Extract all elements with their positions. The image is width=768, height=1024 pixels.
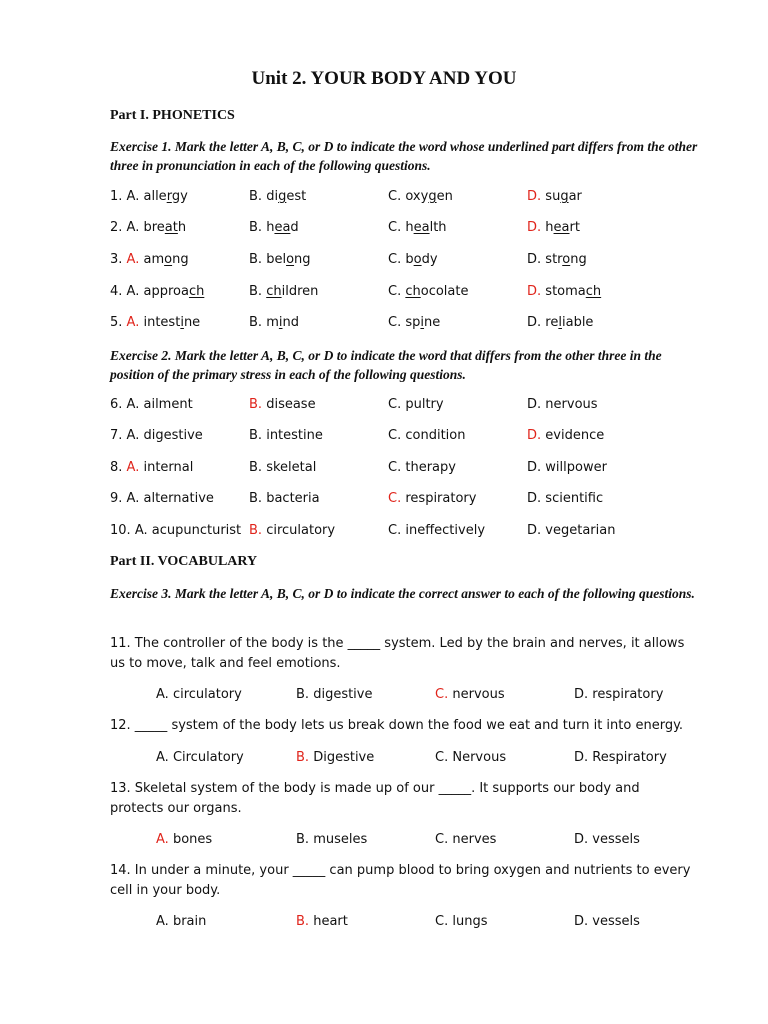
question-row [0,313,768,333]
option-word: ailment [143,397,193,412]
option-word: chocolate [405,284,469,299]
option-word: scientific [545,491,604,506]
q2-option-a [110,218,186,238]
q4-option-c [388,282,468,302]
option-word: evidence [545,428,605,443]
option-letter: D. [574,914,589,929]
option-letter: B. [249,460,263,475]
option-letter: D. [574,687,589,702]
option-letter: D. [527,252,542,267]
option-word: breath [143,220,187,235]
option-letter: C. [435,750,449,765]
option-word: allergy [143,189,188,204]
option-word: skeletal [266,460,317,475]
option-word: health [405,220,447,235]
option-letter: B. [249,189,263,204]
option-word: circulatory [266,523,336,538]
option-word: Digestive [313,750,375,765]
q1-option-a [110,187,188,207]
option-word: museles [313,832,368,847]
option-letter: B. [249,491,263,506]
option-word: sugar [545,189,582,204]
exercise-1-instruction: Exercise 1. Mark the letter A, B, C, or D to indicate the word whose underlined part differs from the other three in pronunciation in each of the following questions. [110,139,698,173]
q12-option-a [156,748,244,768]
option-word: disease [266,397,316,412]
option-word: head [266,220,299,235]
option-word: mind [266,315,299,330]
option-word: belong [266,252,311,267]
option-letter: A. [126,252,140,267]
option-word: Nervous [452,750,507,765]
question-number: 9. [110,491,127,506]
option-word: intestine [143,315,201,330]
option-letter: C. [388,397,402,412]
q4-option-b [249,282,318,302]
option-letter: D. [527,315,542,330]
option-letter: C. [435,832,449,847]
option-word: bacteria [266,491,320,506]
question-row [0,458,768,478]
q8-option-b [249,458,316,478]
q4-option-d [527,282,601,302]
q5-option-b [249,313,299,333]
option-letter: B. [296,914,310,929]
option-letter: D. [527,460,542,475]
option-word: heart [313,914,348,929]
option-word: approach [143,284,205,299]
q7-option-c [388,426,465,446]
q14-option-b [296,912,348,932]
q1-option-b [249,187,306,207]
q1-option-c [388,187,453,207]
q3-option-b [249,250,311,270]
option-letter: B. [249,284,263,299]
question-row [0,489,768,509]
option-word: intestine [266,428,323,443]
question-number: 8. [110,460,127,475]
option-word: oxygen [405,189,453,204]
q10-option-c [388,521,485,541]
q12-option-c [435,748,506,768]
q14-option-a [156,912,206,932]
option-letter: A. [126,491,140,506]
q8-option-d [527,458,607,478]
option-letter: C. [388,252,402,267]
option-letter: C. [435,687,449,702]
q2-option-b [249,218,299,238]
option-letter: A. [126,397,140,412]
vocab-question-text: 14. In under a minute, your _____ can pump blood to bring oxygen and nutrients to every cell in your body. [110,863,691,898]
option-word: children [266,284,319,299]
q3-option-c [388,250,438,270]
q9-option-d [527,489,603,509]
question-number: 6. [110,397,127,412]
option-letter: B. [249,428,263,443]
option-letter: B. [249,523,263,538]
option-letter: D. [527,189,542,204]
option-letter: A. [156,750,169,765]
option-word: alternative [143,491,214,506]
option-letter: D. [574,750,589,765]
option-letter: A. [126,428,140,443]
q7-option-b [249,426,323,446]
option-letter: C. [388,220,402,235]
exercise-2-instruction: Exercise 2. Mark the letter A, B, C, or D to indicate the word that differs from the other three in the position of the primary stress in each of the following questions. [110,348,662,382]
question-number: 2. [110,220,127,235]
q11-option-c [435,685,505,705]
option-letter: D. [527,491,542,506]
page-title: Unit 2. YOUR BODY AND YOU [251,68,517,89]
q11-option-a [156,685,242,705]
q14-option-c [435,912,487,932]
option-word: strong [545,252,587,267]
option-letter: A. [156,914,169,929]
question-number: 3. [110,252,127,267]
q8-option-c [388,458,456,478]
q7-option-a [110,426,203,446]
option-word: heart [545,220,580,235]
q13-option-c [435,830,496,850]
option-word: brain [172,914,207,929]
option-word: among [143,252,189,267]
option-letter: A. [126,315,140,330]
option-word: digest [266,189,307,204]
option-letter: C. [435,914,449,929]
option-word: ineffectively [405,523,486,538]
option-letter: B. [296,832,310,847]
part-phonetics-heading: Part I. PHONETICS [110,108,235,123]
option-letter: C. [388,491,402,506]
q9-option-c [388,489,476,509]
q6-option-c [388,395,444,415]
option-word: vessels [592,832,640,847]
q2-option-d [527,218,580,238]
option-word: vessels [592,914,640,929]
option-word: body [405,252,438,267]
option-letter: B. [249,315,263,330]
option-word: acupuncturist [151,523,242,538]
question-number: 7. [110,428,127,443]
q3-option-a [110,250,189,270]
vocab-options-row [0,685,768,705]
option-letter: C. [388,315,402,330]
option-word: lungs [452,914,488,929]
option-letter: A. [156,687,169,702]
q6-option-b [249,395,316,415]
option-word: nerves [452,832,497,847]
exercise-3-instruction: Exercise 3. Mark the letter A, B, C, or D to indicate the correct answer to each of the following questions. [110,586,695,601]
q4-option-a [110,282,204,302]
option-letter: B. [296,750,310,765]
vocab-question-text: 12. _____ system of the body lets us break down the food we eat and turn it into energy. [110,718,684,733]
question-row [0,250,768,270]
q6-option-d [527,395,598,415]
question-number: 10. [110,523,135,538]
question-row [0,218,768,238]
option-word: reliable [545,315,594,330]
option-word: internal [143,460,194,475]
vocab-question-text: 11. The controller of the body is the _____ system. Led by the brain and nerves, it allows us to move, talk and feel emotions. [110,636,685,671]
q3-option-d [527,250,587,270]
question-number: 5. [110,315,127,330]
option-word: vegetarian [545,523,616,538]
option-word: stomach [545,284,602,299]
option-letter: B. [296,687,310,702]
q11-option-b [296,685,373,705]
option-letter: D. [527,284,542,299]
q13-option-b [296,830,367,850]
option-word: therapy [405,460,456,475]
option-letter: B. [249,220,263,235]
option-word: digestive [143,428,203,443]
option-word: digestive [313,687,373,702]
question-row [0,426,768,446]
option-word: nervous [452,687,505,702]
q7-option-d [527,426,604,446]
q13-option-d [574,830,640,850]
part-vocabulary-heading: Part II. VOCABULARY [110,554,258,569]
q9-option-b [249,489,320,509]
question-row [0,187,768,207]
option-word: spine [405,315,441,330]
q12-option-d [574,748,667,768]
option-letter: D. [527,523,542,538]
option-word: willpower [545,460,607,475]
option-letter: B. [249,397,263,412]
option-word: respiratory [592,687,664,702]
q5-option-d [527,313,593,333]
option-word: Respiratory [592,750,667,765]
q2-option-c [388,218,447,238]
question-row [0,521,768,541]
option-letter: D. [574,832,589,847]
option-letter: A. [134,523,148,538]
q13-option-a [156,830,212,850]
q14-option-d [574,912,640,932]
option-letter: B. [249,252,263,267]
option-letter: A. [126,460,140,475]
option-word: circulatory [172,687,242,702]
q9-option-a [110,489,214,509]
option-letter: C. [388,189,402,204]
question-row [0,282,768,302]
option-word: respiratory [405,491,477,506]
option-letter: A. [126,220,140,235]
vocab-options-row [0,912,768,932]
q10-option-a [110,521,241,541]
option-word: condition [405,428,466,443]
option-letter: A. [126,284,140,299]
q5-option-a [110,313,200,333]
question-number: 1. [110,189,127,204]
option-letter: C. [388,284,402,299]
option-word: nervous [545,397,598,412]
option-word: pultry [405,397,444,412]
q1-option-d [527,187,582,207]
vocab-options-row [0,748,768,768]
option-letter: C. [388,460,402,475]
option-word: bones [172,832,213,847]
option-letter: C. [388,428,402,443]
q6-option-a [110,395,193,415]
q11-option-d [574,685,663,705]
q5-option-c [388,313,440,333]
option-letter: A. [156,832,169,847]
vocab-options-row [0,830,768,850]
q10-option-b [249,521,335,541]
option-letter: C. [388,523,402,538]
q12-option-b [296,748,374,768]
option-letter: D. [527,220,542,235]
option-letter: D. [527,428,542,443]
q8-option-a [110,458,193,478]
question-number: 4. [110,284,127,299]
q10-option-d [527,521,615,541]
option-letter: D. [527,397,542,412]
option-word: Circulatory [172,750,244,765]
vocab-question-text: 13. Skeletal system of the body is made up of our _____. It supports our body and protects our organs. [110,781,640,816]
question-row [0,395,768,415]
option-letter: A. [126,189,140,204]
